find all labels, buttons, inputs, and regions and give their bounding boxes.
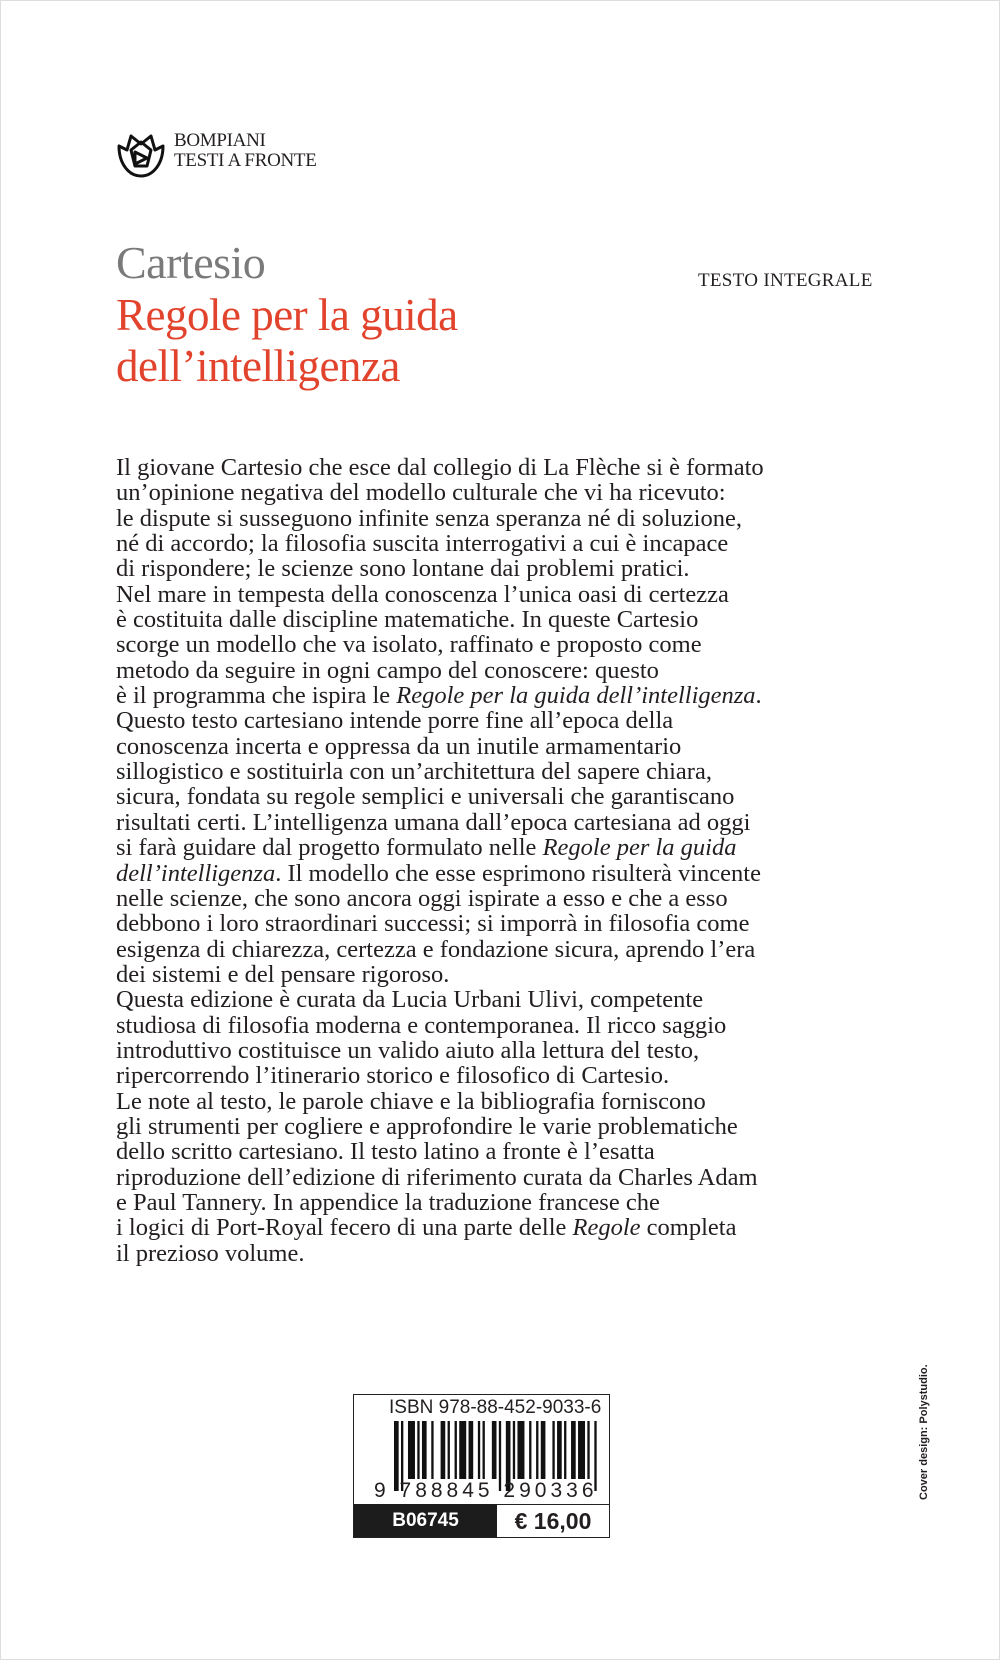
- text-segment: si farà guidare dal progetto formulato nelle: [116, 834, 543, 862]
- barcode-bar: [492, 1421, 497, 1479]
- text-segment: nelle scienze, che sono ancora oggi ispirate a esso e che a esso: [116, 884, 728, 912]
- text-segment: metodo da seguire in ogni campo del conoscere: questo: [116, 656, 659, 684]
- barcode-bar: [431, 1421, 433, 1479]
- barcode-bar: [571, 1421, 576, 1479]
- text-segment: Nel mare in tempesta della conoscenza l’unica oasi di certezza: [116, 580, 729, 608]
- publisher-line1: BOMPIANI: [174, 130, 266, 151]
- blurb-line: [116, 835, 764, 860]
- barcode-bar: [448, 1421, 450, 1479]
- blurb-line: [116, 632, 764, 657]
- barcode-bar: [417, 1421, 419, 1479]
- barcode-bar: [536, 1421, 538, 1479]
- cover-design-credit: Cover design: Polystudio.: [918, 1364, 930, 1500]
- blurb-line: [116, 810, 764, 835]
- italic-title-ref: Regole per la guida dell’intelligenza: [396, 682, 756, 710]
- barcode-bar: [483, 1421, 485, 1479]
- text-segment: né di accordo; la filosofia suscita interrogativi a cui è incapace: [116, 530, 729, 558]
- text-segment: sillogistico e sostituirla con un’architettura del sapere chiara,: [116, 758, 712, 786]
- publisher-name: [174, 131, 317, 171]
- blurb-line: [116, 784, 764, 809]
- isbn-text: ISBN 978-88-452-9033-6: [389, 1397, 602, 1418]
- text-segment: è costituita dalle discipline matematiche. In queste Cartesio: [116, 606, 699, 634]
- title-line: dell’intelligenza: [116, 341, 400, 391]
- blurb-line: [116, 1089, 764, 1114]
- blurb-line: [116, 556, 764, 581]
- blurb-line: [116, 1063, 764, 1088]
- text-segment: il prezioso volume.: [116, 1239, 305, 1267]
- blurb-line: [116, 1038, 764, 1063]
- blurb-line: [116, 582, 764, 607]
- book-title: [116, 290, 458, 392]
- blurb-line: [116, 1013, 764, 1038]
- blurb-line: [116, 759, 764, 784]
- blurb-line: [116, 708, 764, 733]
- blurb-line: [116, 1190, 764, 1215]
- text-segment: sicura, fondata su regole semplici e universali che garantiscano: [116, 783, 735, 811]
- author-name: Cartesio: [116, 237, 266, 288]
- blurb-line: [116, 861, 764, 886]
- text-segment: di rispondere; le scienze sono lontane dai problemi pratici.: [116, 555, 690, 583]
- barcode-bar: [478, 1421, 480, 1479]
- italic-title-ref: Regole: [572, 1214, 641, 1242]
- rose-logo-icon: [115, 128, 167, 180]
- text-segment: le dispute si susseguono infinite senza speranza né di soluzione,: [116, 504, 742, 532]
- barcode-bar: [541, 1421, 546, 1479]
- text-segment: Questa edizione è curata da Lucia Urbani Ulivi, competente: [116, 986, 704, 1014]
- text-segment: Le note al testo, le parole chiave e la bibliografia forniscono: [116, 1087, 706, 1115]
- text-segment: dei sistemi e del pensare rigoroso.: [116, 960, 450, 988]
- blurb-line: [116, 455, 764, 480]
- text-segment: riproduzione dell’edizione di riferimento curata da Charles Adam: [116, 1163, 758, 1191]
- barcode-bar: [513, 1421, 515, 1479]
- blurb-line: [116, 480, 764, 505]
- text-segment: esigenza di chiarezza, certezza e fondazione sicura, aprendo l’era: [116, 935, 756, 963]
- text-segment: .: [755, 682, 762, 710]
- text-segment: dello scritto cartesiano. Il testo latino a fronte è l’esatta: [116, 1138, 655, 1166]
- barcode-digits: 9 788845 290336: [374, 1479, 598, 1502]
- barcode-bar: [529, 1421, 531, 1479]
- blurb-line: [116, 962, 764, 987]
- barcode-bar: [517, 1421, 524, 1479]
- text-segment: gli strumenti per cogliere e approfondire le varie problematiche: [116, 1112, 738, 1140]
- blurb-line: [116, 734, 764, 759]
- title-line: Regole per la guida: [116, 290, 458, 340]
- barcode-bar: [459, 1421, 466, 1479]
- blurb-line: [116, 506, 764, 531]
- text-segment: è il programma che ispira le: [116, 682, 397, 710]
- barcode-bar: [408, 1421, 415, 1479]
- text-segment: ripercorrendo l’itinerario storico e filosofico di Cartesio.: [116, 1062, 670, 1090]
- text-segment: e Paul Tannery. In appendice la traduzione francese che: [116, 1188, 660, 1216]
- blurb-line: [116, 607, 764, 632]
- barcode-bar: [557, 1421, 562, 1479]
- price: € 16,00: [497, 1504, 609, 1537]
- text-segment: completa: [640, 1214, 737, 1242]
- barcode-bar: [422, 1421, 427, 1479]
- barcode-bar: [564, 1421, 566, 1479]
- barcode-bar: [587, 1421, 589, 1479]
- text-segment: debbono i loro straordinari successi; si imporrà in filosofia come: [116, 910, 750, 938]
- blurb-line: [116, 886, 764, 911]
- blurb-line: [116, 987, 764, 1012]
- text-segment: Il giovane Cartesio che esce dal collegio di La Flèche si è formato: [116, 454, 764, 481]
- blurb-line: [116, 1165, 764, 1190]
- text-segment: un’opinione negativa del modello culturale che vi ha ricevuto:: [116, 479, 726, 507]
- blurb-line: [116, 658, 764, 683]
- blurb-line: [116, 1215, 764, 1240]
- italic-title-ref: dell’intelligenza: [116, 859, 276, 887]
- italic-title-ref: Regole per la guida: [542, 834, 737, 862]
- blurb-line: [116, 1139, 764, 1164]
- barcode-bar: [552, 1421, 554, 1479]
- text-segment: i logici di Port-Royal fecero di una parte delle: [116, 1214, 573, 1242]
- text-segment: scorge un modello che va isolato, raffinato e proposto come: [116, 631, 702, 659]
- barcode-bar: [469, 1421, 474, 1479]
- blurb-text: [116, 455, 764, 1266]
- text-segment: introduttivo costituisce un valido aiuto alla lettura del testo,: [116, 1036, 700, 1064]
- blurb-line: [116, 683, 764, 708]
- blurb-line: [116, 911, 764, 936]
- text-segment: . Il modello che esse esprimono risulterà vincente: [275, 859, 761, 887]
- barcode-bar: [578, 1421, 585, 1479]
- text-segment: studiosa di filosofia moderna e contemporanea. Il ricco saggio: [116, 1011, 727, 1039]
- barcode-box: [353, 1394, 610, 1538]
- product-code: B06745: [354, 1504, 497, 1537]
- blurb-line: [116, 531, 764, 556]
- text-segment: Questo testo cartesiano intende porre fine all’epoca della: [116, 707, 674, 735]
- barcode-bar: [441, 1421, 446, 1479]
- publisher-line2: TESTI A FRONTE: [174, 150, 317, 171]
- edition-note: TESTO INTEGRALE: [698, 270, 873, 291]
- blurb-line: [116, 937, 764, 962]
- blurb-line: [116, 1114, 764, 1139]
- blurb-line: [116, 1241, 764, 1266]
- barcode-bar: [455, 1421, 457, 1479]
- text-segment: risultati certi. L’intelligenza umana dall’epoca cartesiana ad oggi: [116, 808, 751, 836]
- text-segment: conoscenza incerta e oppressa da un inutile armamentario: [116, 732, 682, 760]
